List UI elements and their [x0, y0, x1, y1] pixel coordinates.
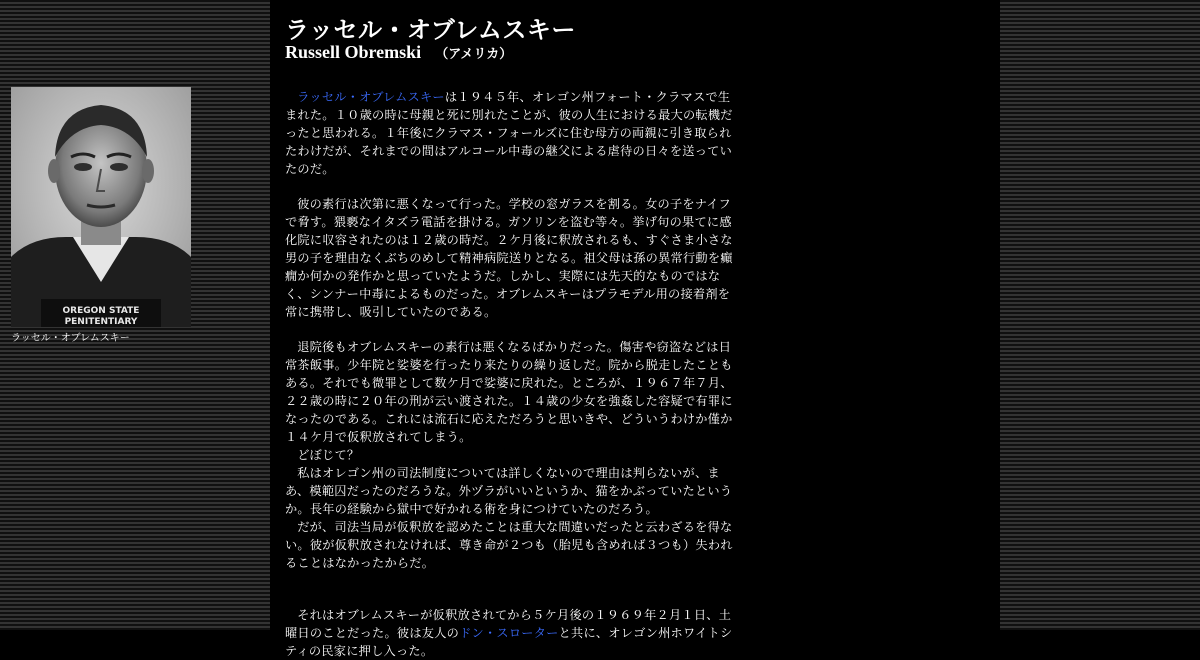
sign-line-2: PENITENTIARY — [64, 317, 138, 327]
accomplice-link[interactable]: ドン・スローター — [459, 626, 559, 640]
main-content — [270, 0, 1000, 658]
mugshot-photo — [11, 87, 191, 327]
paragraph-6: だが、司法当局が仮釈放を認めたことは重大な間違いだったと云わざるを得ない。彼が仮釈放されなければ、尊き命が２つも（胎児も含めれば３つも）失われることはなかったからだ。 — [285, 520, 733, 570]
paragraph-3: 退院後もオブレムスキーの素行は悪くなるばかりだった。傷害や窃盗などは日常茶飯事。少年院と娑婆を行ったり来たりの繰り返しだ。院から脱走したこともある。それでも微罪として数ケ月で娑婆に戻れた。ところが、１９６７年７月、２２歳の時に２０年の刑が云い渡された。１４歳の少女を強姦した容疑で有罪になったのである。これには流石に応えただろうと思いきや、どういうわけか僅か１４ケ月で仮釈放されてしまう。 — [285, 340, 733, 444]
page-subtitle — [285, 42, 512, 63]
paragraph-7 — [285, 606, 741, 660]
right-striped-margin — [1000, 0, 1200, 630]
english-name: Russell Obremski — [285, 42, 422, 62]
paragraph-1 — [285, 88, 741, 178]
paragraph-7-text-1: それはオブレムスキーが仮釈放されてから５ケ月後の１９６９年２月１日、土曜日のことだった。彼は友人の — [285, 608, 732, 640]
paragraph-5: 私はオレゴン州の司法制度については詳しくないので理由は判らないが、まあ、模範囚だったのだろうな。外ヅラがいいというか、猫をかぶっていたというか。長年の経験から獄中で好かれる術を身につけていたのだろう。 — [285, 466, 733, 516]
paragraph-4: どぼじて？ — [297, 448, 360, 462]
mugshot-figure — [11, 87, 191, 344]
sign-line-1: OREGON STATE — [62, 306, 140, 316]
photo-caption: ラッセル・オブレムスキー — [11, 333, 130, 344]
country-label: （アメリカ） — [435, 47, 513, 62]
paragraph-7-text-2: と共に、オレゴン州ホワイトシティの民家に押し入った。 — [285, 626, 733, 658]
article-body — [285, 88, 741, 660]
paragraph-2: 彼の素行は次第に悪くなって行った。学校の窓ガラスを割る。女の子をナイフで脅す。猥褻なイタズラ電話を掛ける。ガソリンを盗む等々。挙げ句の果てに感化院に収容されたのは１２歳の時だ。２ケ月後に釈放されるも、すぐさま小さな男の子を理由なくぶちのめして精神病院送りとなる。祖父母は孫の異常行動を癲癇か何かの発作かと思っていたようだ。しかし、実際には先天的なものではなく、シンナー中毒によるものだった。オブレムスキーはプラモデル用の接着剤を常に携帯し、吸引していたのである。 — [285, 197, 733, 319]
page-title: ラッセル・オブレムスキー — [285, 16, 576, 44]
name-link[interactable]: ラッセル・オブレムスキー — [297, 90, 445, 104]
paragraph-1-text: は１９４５年、オレゴン州フォート・クラマスで生まれた。１０歳の時に母親と死に別れたことが、彼の人生における最大の転機だったと思われる。１年後にクラマス・フォールズに住む母方の両親に引き取られたわけだが、それまでの間はアルコール中毒の継父による虐待の日々を送っていたのだ。 — [285, 90, 733, 176]
